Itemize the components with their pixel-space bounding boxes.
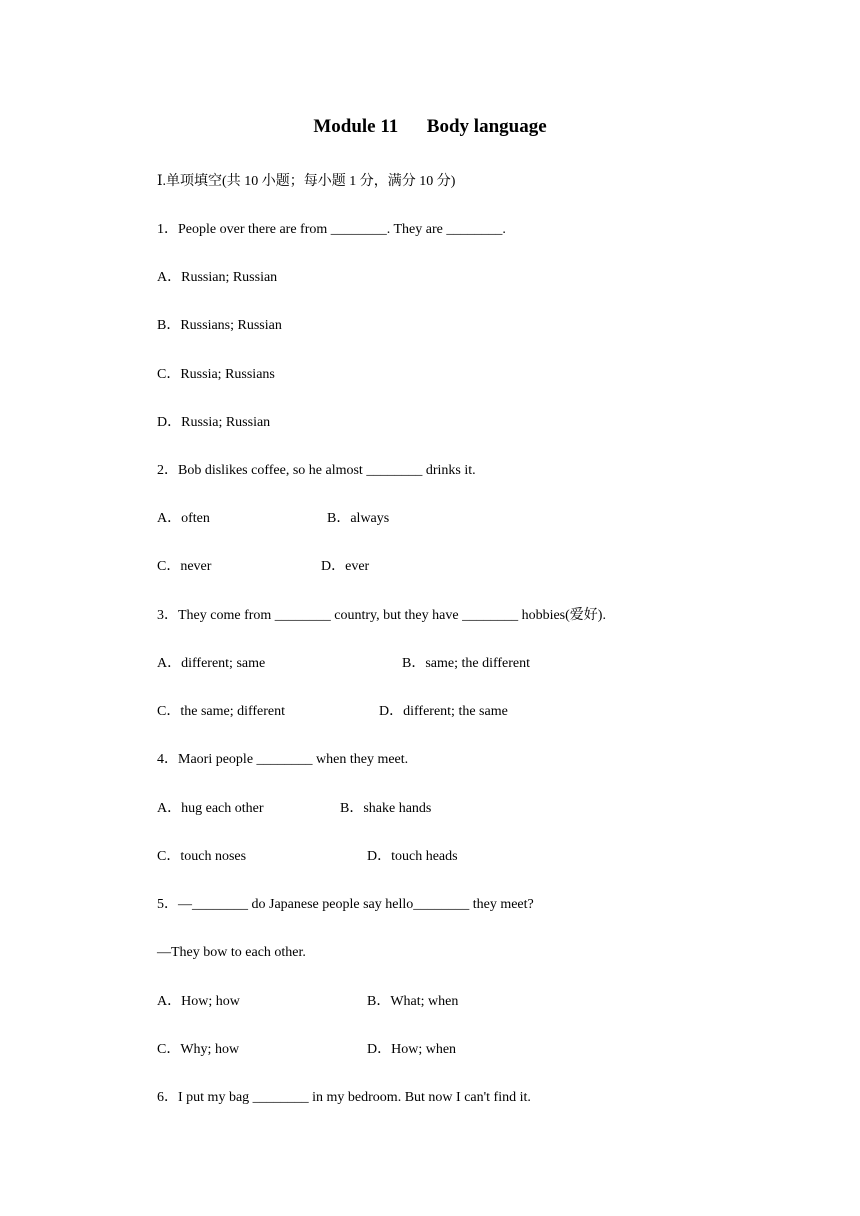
question-1-option-a: A．Russian; Russian: [157, 270, 278, 285]
question-3-option-b: B．same; the different: [402, 656, 531, 671]
question-4-option-a: A．hug each other: [157, 801, 264, 816]
question-2-option-a: A．often: [157, 511, 210, 526]
question-3-option-a: A．different; same: [157, 656, 266, 671]
question-3-option-c: C．the same; different: [157, 704, 286, 719]
question-1-stem: 1．People over there are from ________. They are ________.: [157, 222, 506, 237]
question-5-stem: 5．—________ do Japanese people say hello________ they meet?: [157, 897, 534, 912]
question-4-option-b: B．shake hands: [340, 801, 432, 816]
question-3-stem: 3．They come from ________ country, but they have ________ hobbies(爱好).: [157, 608, 606, 623]
question-2-option-d: D．ever: [321, 559, 370, 574]
page-title: Module 11 Body language: [313, 116, 547, 137]
question-4-stem: 4．Maori people ________ when they meet.: [157, 752, 409, 767]
question-5-option-d: D．How; when: [367, 1042, 457, 1057]
question-3-option-d: D．different; the same: [379, 704, 508, 719]
question-2-stem: 2．Bob dislikes coffee, so he almost ________ drinks it.: [157, 463, 476, 478]
question-4-option-d: D．touch heads: [367, 849, 458, 864]
question-5-option-c: C．Why; how: [157, 1042, 240, 1057]
question-2-option-c: C．never: [157, 559, 212, 574]
question-6-stem: 6．I put my bag ________ in my bedroom. But now I can't find it.: [157, 1090, 531, 1105]
question-4-option-c: C．touch noses: [157, 849, 247, 864]
section-heading: Ⅰ.单项填空(共 10 小题；每小题 1 分，满分 10 分): [157, 174, 456, 189]
question-2-option-b: B．always: [327, 511, 390, 526]
question-1-option-c: C．Russia; Russians: [157, 367, 275, 382]
question-5-option-b: B．What; when: [367, 994, 459, 1009]
question-1-option-b: B．Russians; Russian: [157, 318, 282, 333]
question-5-reply: —They bow to each other.: [157, 945, 306, 960]
question-5-option-a: A．How; how: [157, 994, 240, 1009]
question-1-option-d: D．Russia; Russian: [157, 415, 271, 430]
